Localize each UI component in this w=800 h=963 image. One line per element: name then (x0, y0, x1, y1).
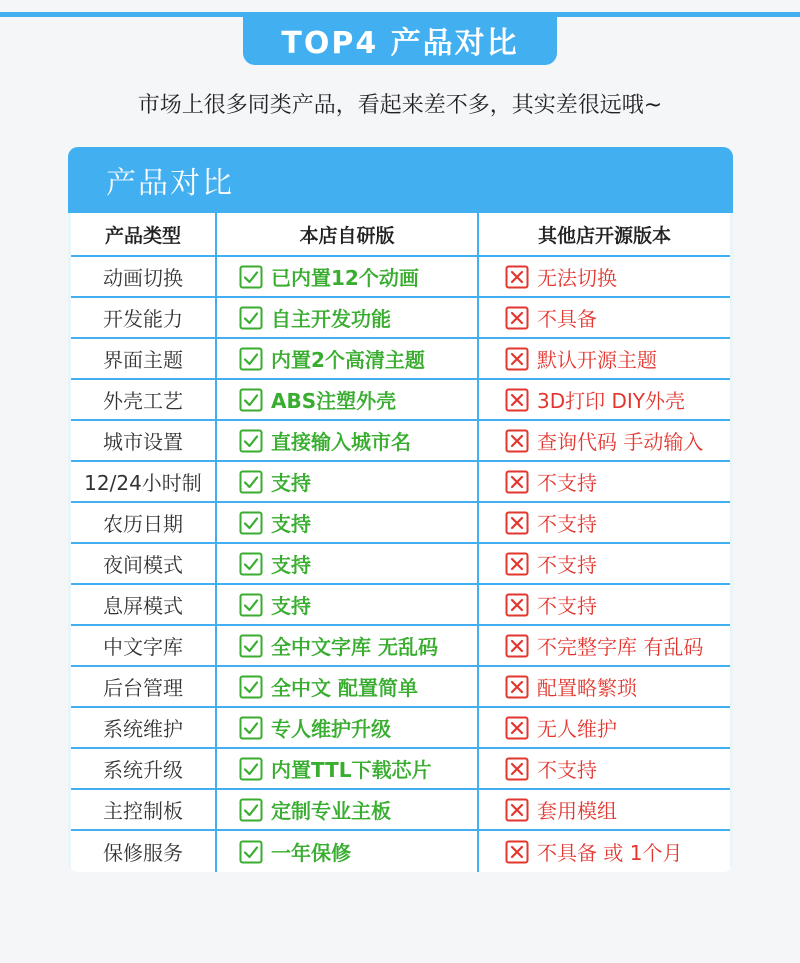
ours-cell (217, 257, 479, 296)
cross-box-icon (505, 511, 529, 535)
ours-text: 支持 (271, 594, 311, 618)
others-text: 不支持 (537, 758, 597, 782)
product-type-cell: 后台管理 (71, 667, 217, 706)
cross-box-icon (505, 470, 529, 494)
cross-box-icon (505, 675, 529, 699)
cross-box-icon (505, 798, 529, 822)
others-cell (479, 708, 730, 747)
ours-text: 全中文字库 无乱码 (271, 635, 438, 659)
cross-box-icon (505, 716, 529, 740)
ours-cell (217, 626, 479, 665)
ours-cell (217, 544, 479, 583)
table-row (71, 749, 730, 790)
others-text: 不支持 (537, 512, 597, 536)
ours-cell (217, 831, 479, 872)
banner-title: TOP4 产品对比 (243, 15, 557, 65)
ours-cell (217, 708, 479, 747)
product-type-cell: 农历日期 (71, 503, 217, 542)
ours-text: 支持 (271, 471, 311, 495)
ours-cell (217, 339, 479, 378)
check-box-icon (239, 593, 263, 617)
ours-cell (217, 585, 479, 624)
ours-text: 自主开发功能 (271, 307, 391, 331)
others-text: 不具备 或 1个月 (537, 841, 683, 865)
check-box-icon (239, 265, 263, 289)
cross-box-icon (505, 552, 529, 576)
check-box-icon (239, 634, 263, 658)
comparison-table (71, 213, 730, 872)
others-text: 套用模组 (537, 799, 617, 823)
table-row (71, 339, 730, 380)
ours-cell (217, 790, 479, 829)
ours-cell (217, 667, 479, 706)
header-product-type: 产品类型 (71, 213, 217, 255)
product-type-cell: 界面主题 (71, 339, 217, 378)
others-cell (479, 544, 730, 583)
check-box-icon (239, 757, 263, 781)
others-text: 不支持 (537, 594, 597, 618)
check-box-icon (239, 347, 263, 371)
others-cell (479, 462, 730, 501)
product-type-cell: 外壳工艺 (71, 380, 217, 419)
ours-text: 支持 (271, 512, 311, 536)
others-cell (479, 749, 730, 788)
cross-box-icon (505, 306, 529, 330)
ours-cell (217, 298, 479, 337)
ours-text: 支持 (271, 553, 311, 577)
others-text: 默认开源主题 (537, 348, 657, 372)
others-cell (479, 790, 730, 829)
product-type-cell: 系统升级 (71, 749, 217, 788)
others-cell (479, 380, 730, 419)
comparison-card (68, 147, 733, 872)
others-text: 3D打印 DIY外壳 (537, 389, 685, 413)
ours-text: 专人维护升级 (271, 717, 391, 741)
table-row (71, 462, 730, 503)
ours-cell (217, 380, 479, 419)
product-type-cell: 中文字库 (71, 626, 217, 665)
others-text: 不支持 (537, 553, 597, 577)
table-row (71, 831, 730, 872)
table-row (71, 298, 730, 339)
table-row (71, 544, 730, 585)
check-box-icon (239, 306, 263, 330)
ours-text: 内置TTL下载芯片 (271, 758, 432, 782)
header-others: 其他店开源版本 (537, 224, 671, 247)
table-header-row (71, 213, 730, 257)
cross-box-icon (505, 593, 529, 617)
subtitle: 市场上很多同类产品，看起来差不多，其实差很远哦~ (137, 93, 663, 118)
product-type-cell: 息屏模式 (71, 585, 217, 624)
table-row (71, 790, 730, 831)
check-box-icon (239, 470, 263, 494)
table-row (71, 667, 730, 708)
others-cell (479, 339, 730, 378)
others-cell (479, 667, 730, 706)
others-text: 查询代码 手动输入 (537, 430, 704, 454)
others-cell (479, 257, 730, 296)
others-cell (479, 298, 730, 337)
cross-box-icon (505, 265, 529, 289)
others-cell (479, 585, 730, 624)
card-title: 产品对比 (68, 147, 733, 213)
check-box-icon (239, 429, 263, 453)
ours-text: 已内置12个动画 (271, 266, 419, 290)
table-row (71, 257, 730, 298)
cross-box-icon (505, 347, 529, 371)
table-row (71, 503, 730, 544)
ours-text: 全中文 配置简单 (271, 676, 418, 700)
product-type-cell: 保修服务 (71, 831, 217, 872)
others-text: 无人维护 (537, 717, 617, 741)
check-box-icon (239, 840, 263, 864)
cross-box-icon (505, 840, 529, 864)
product-type-cell: 主控制板 (71, 790, 217, 829)
others-text: 不完整字库 有乱码 (537, 635, 704, 659)
check-box-icon (239, 675, 263, 699)
product-type-cell: 城市设置 (71, 421, 217, 460)
ours-cell (217, 462, 479, 501)
cross-box-icon (505, 429, 529, 453)
product-type-cell: 12/24小时制 (71, 462, 217, 501)
ours-cell (217, 503, 479, 542)
ours-text: ABS注塑外壳 (271, 389, 397, 413)
others-text: 无法切换 (537, 266, 617, 290)
others-text: 配置略繁琐 (537, 676, 637, 700)
table-row (71, 585, 730, 626)
product-type-cell: 夜间模式 (71, 544, 217, 583)
cross-box-icon (505, 388, 529, 412)
ours-text: 一年保修 (271, 841, 351, 865)
product-type-cell: 系统维护 (71, 708, 217, 747)
table-row (71, 380, 730, 421)
ours-text: 内置2个高清主题 (271, 348, 425, 372)
table-row (71, 421, 730, 462)
check-box-icon (239, 798, 263, 822)
check-box-icon (239, 388, 263, 412)
ours-text: 直接输入城市名 (271, 430, 411, 454)
header-ours: 本店自研版 (217, 213, 479, 255)
cross-box-icon (505, 634, 529, 658)
check-box-icon (239, 716, 263, 740)
table-row (71, 708, 730, 749)
others-cell (479, 421, 730, 460)
check-box-icon (239, 511, 263, 535)
others-cell (479, 626, 730, 665)
others-text: 不支持 (537, 471, 597, 495)
ours-cell (217, 749, 479, 788)
others-text: 不具备 (537, 307, 597, 331)
ours-cell (217, 421, 479, 460)
product-type-cell: 动画切换 (71, 257, 217, 296)
product-type-cell: 开发能力 (71, 298, 217, 337)
others-cell (479, 503, 730, 542)
check-box-icon (239, 552, 263, 576)
table-row (71, 626, 730, 667)
ours-text: 定制专业主板 (271, 799, 391, 823)
cross-box-icon (505, 757, 529, 781)
others-cell (479, 831, 730, 872)
